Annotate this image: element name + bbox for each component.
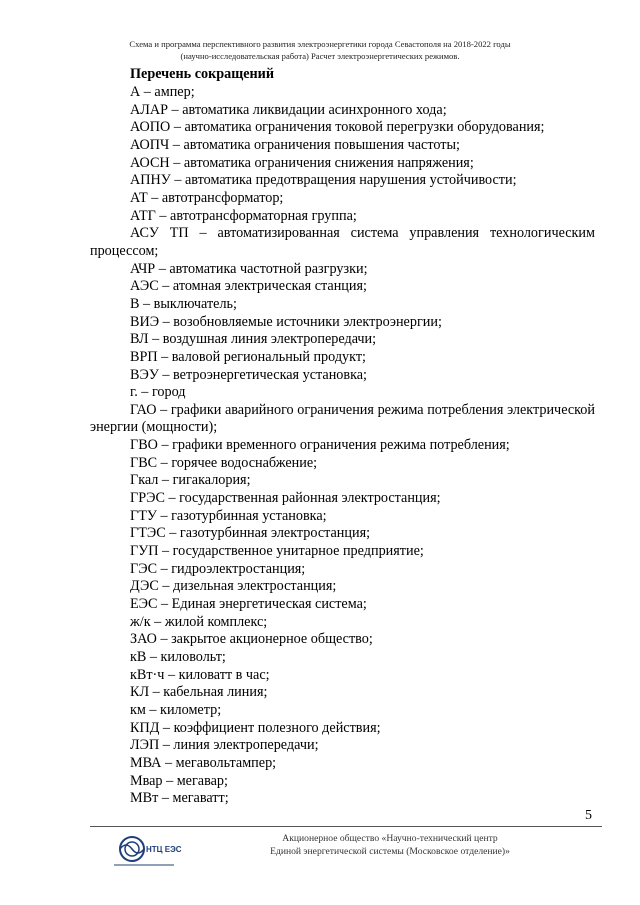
abbreviation-item: ГЭС – гидроэлектростанция; <box>130 560 306 577</box>
abbreviation-list <box>90 84 595 808</box>
abbreviation-item: ГРЭС – государственная районная электростанция; <box>130 490 441 507</box>
abbreviation-item: АПНУ – автоматика предотвращения нарушения устойчивости; <box>130 172 517 189</box>
abbreviation-item: АОПО – автоматика ограничения токовой перегрузки оборудования; <box>130 119 545 136</box>
abbreviation-item: МВт – мегаватт; <box>130 790 229 807</box>
abbreviation-item: Гкал – гигакалория; <box>130 472 251 489</box>
abbreviation-item: АТГ – автотрансформаторная группа; <box>130 207 357 224</box>
abbreviation-item: АСУ ТП – автоматизированная система управления технологическим процессом; <box>90 225 595 259</box>
abbreviation-item: АТ – автотрансформатор; <box>130 189 284 206</box>
footer-line-1: Акционерное общество «Научно-технический центр <box>282 833 498 844</box>
abbreviation-item: ГАО – графики аварийного ограничения режима потребления электрической энергии (мощности); <box>90 401 595 436</box>
abbreviation-item: ГТУ – газотурбинная установка; <box>130 507 327 524</box>
abbreviation-item: ГУП – государственное унитарное предприятие; <box>130 543 424 560</box>
company-logo <box>112 831 182 871</box>
ntc-ees-logo-icon <box>112 831 182 871</box>
abbreviation-item: ГВС – горячее водоснабжение; <box>130 454 318 471</box>
abbreviation-item: ВИЭ – возобновляемые источники электроэнергии; <box>130 313 442 330</box>
abbreviation-item: КПД – коэффициент полезного действия; <box>130 719 381 736</box>
abbreviation-item: АОСН – автоматика ограничения снижения напряжения; <box>130 154 474 171</box>
abbreviation-item: АОПЧ – автоматика ограничения повышения частоты; <box>130 136 460 153</box>
abbreviation-item: ВЛ – воздушная линия электропередачи; <box>130 331 377 348</box>
abbreviation-item: МВА – мегавольтампер; <box>130 754 277 771</box>
running-header <box>0 38 640 62</box>
abbreviation-item: А – ампер; <box>130 84 195 100</box>
abbreviation-section <box>90 65 595 808</box>
abbreviation-item: ВЭУ – ветроэнергетическая установка; <box>130 366 367 383</box>
header-line-1: Схема и программа перспективного развития электроэнергетики города Севастополя на 2018-2022 годы <box>129 39 511 49</box>
abbreviation-item: км – километр; <box>130 701 222 718</box>
abbreviation-item: ГВО – графики временного ограничения режима потребления; <box>130 437 510 454</box>
abbreviation-item: г. – город <box>130 384 186 401</box>
abbreviation-item: ВРП – валовой региональный продукт; <box>130 348 366 365</box>
abbreviation-item: ЕЭС – Единая энергетическая система; <box>130 596 367 613</box>
footer-company-name <box>200 832 580 858</box>
abbreviation-item: АЭС – атомная электрическая станция; <box>130 278 367 295</box>
header-line-2: (научно-исследовательская работа) Расчет электроэнергетических режимов. <box>180 51 460 61</box>
logo-text: НТЦ ЕЭС <box>146 845 182 854</box>
abbreviation-item: ж/к – жилой комплекс; <box>130 613 268 630</box>
abbreviation-item: кВт·ч – киловатт в час; <box>130 666 270 683</box>
abbreviation-item: АЛАР – автоматика ликвидации асинхронного хода; <box>130 101 447 118</box>
abbreviation-item: КЛ – кабельная линия; <box>130 684 268 701</box>
abbreviation-item: ЛЭП – линия электропередачи; <box>130 737 319 754</box>
footer-line-2: Единой энергетической системы (Московское отделение)» <box>270 846 510 857</box>
abbreviation-item: ЗАО – закрытое акционерное общество; <box>130 631 373 648</box>
abbreviation-item: Мвар – мегавар; <box>130 772 228 789</box>
abbreviation-item: кВ – киловольт; <box>130 649 226 665</box>
abbreviation-item: В – выключатель; <box>130 295 237 312</box>
abbreviation-item: ДЭС – дизельная электростанция; <box>130 578 337 595</box>
footer-divider <box>90 826 602 827</box>
section-title: Перечень сокращений <box>130 66 275 82</box>
abbreviation-item: ГТЭС – газотурбинная электростанция; <box>130 525 371 542</box>
page-number: 5 <box>585 808 592 823</box>
abbreviation-item: АЧР – автоматика частотной разгрузки; <box>130 260 368 277</box>
